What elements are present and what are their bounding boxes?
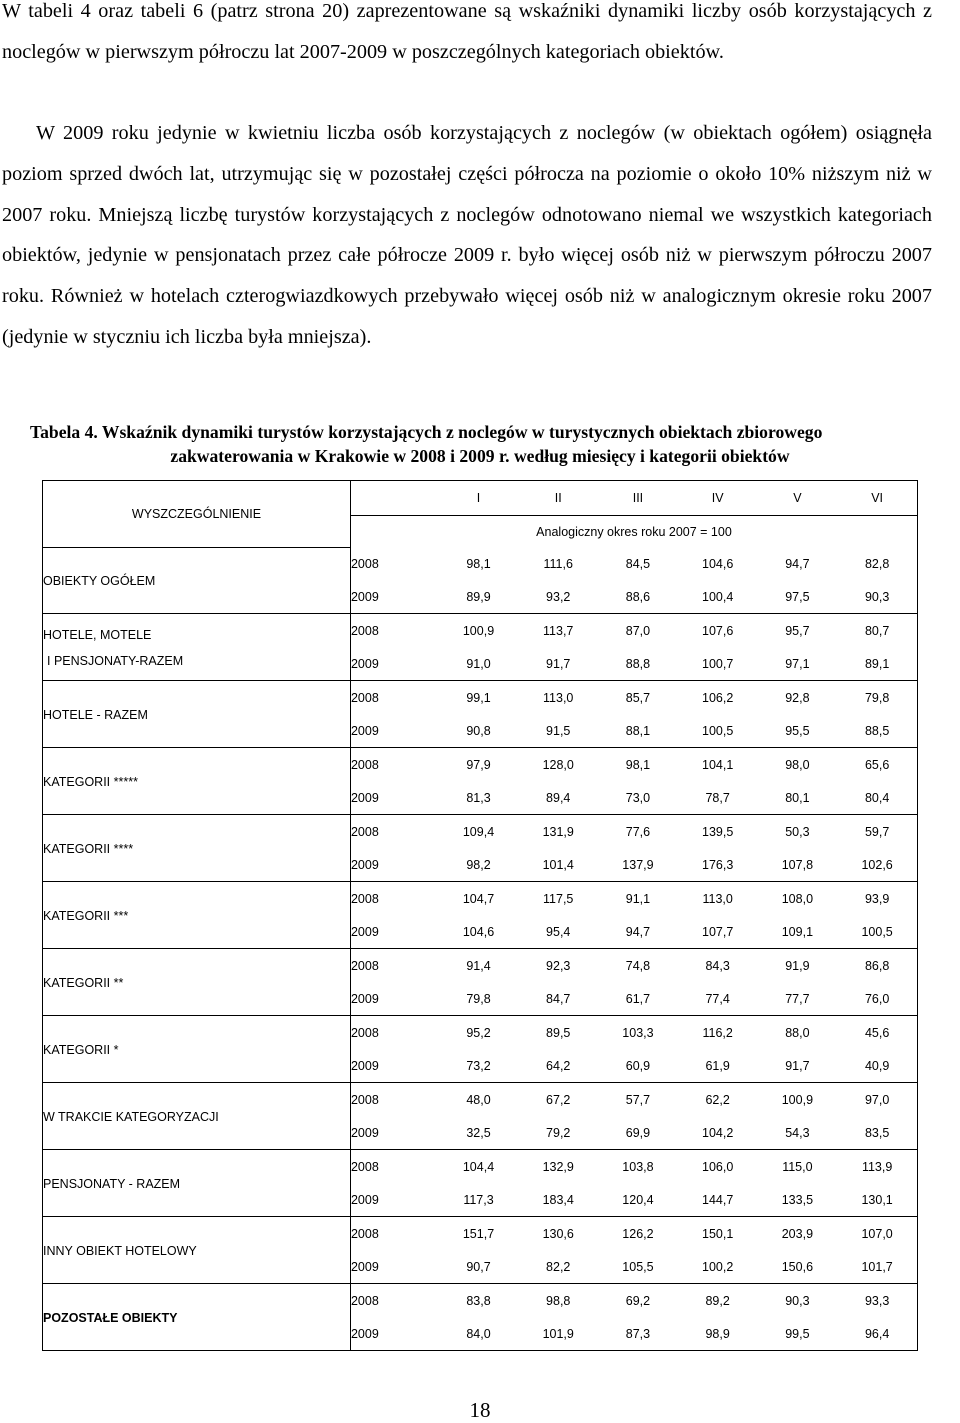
value-cell: 113,7 [543, 624, 574, 638]
month-header: IV [678, 481, 758, 516]
value-cell: 106,2 [702, 691, 734, 705]
value-cell: 77,6 [625, 825, 651, 839]
value-cell: 115,0 [782, 1160, 813, 1174]
paragraph-analysis: W 2009 roku jedynie w kwietniu liczba osób korzystających z noclegów (w obiektach ogółem) osiągnęła poziom sprzed dwóch lat, utrzymując się w pozostałej części półrocza na poziomie o około 10% niższym niż w 2007 roku. Mniejszą liczbę turystów korzystających z noclegów odnotowano niemal we wszystkich kategoriach obiektów, jedynie w pensjonatach przez całe półrocze 2009 r. było więcej osób niż w pierwszym półroczu 2007 roku. Również w hotelach czterogwiazdkowych przebywało więcej osób niż w analogicznym okresie roku 2007 (jedynie w styczniu ich liczba była mniejsza). [2, 122, 932, 348]
value-cell: 86,8 [837, 949, 917, 983]
value-cell: 109,4 [462, 825, 495, 839]
value-cell: 40,9 [837, 1049, 917, 1083]
category-label-line: KATEGORII ***** [43, 774, 138, 789]
value-cell: 82,2 [518, 1250, 598, 1284]
value-cell: 80,4 [837, 781, 917, 815]
value-cell: 100,4 [678, 580, 758, 614]
value-cell: 89,9 [439, 580, 519, 614]
value-cell: 91,5 [518, 714, 598, 748]
value-cell: 96,4 [837, 1317, 917, 1351]
category-label [43, 882, 351, 949]
year-cell: 2008 [350, 1227, 379, 1241]
year-cell: 2008 [350, 557, 379, 571]
value-cell: 83,8 [466, 1294, 491, 1308]
category-label [43, 1083, 351, 1150]
year-cell: 2009 [350, 647, 438, 681]
table-row [43, 1016, 918, 1050]
value-cell: 104,1 [702, 758, 734, 772]
year-cell: 2008 [350, 624, 379, 638]
table-row [43, 748, 918, 782]
category-label-line: HOTELE - RAZEM [43, 707, 148, 722]
value-cell: 107,8 [758, 848, 838, 882]
year-cell: 2009 [350, 1116, 438, 1150]
value-cell: 32,5 [439, 1116, 519, 1150]
value-cell: 98,1 [466, 557, 491, 571]
value-cell: 84,5 [625, 557, 651, 571]
value-cell: 111,6 [543, 557, 573, 571]
value-cell: 101,4 [518, 848, 598, 882]
value-cell: 79,2 [518, 1116, 598, 1150]
value-cell: 128,0 [542, 758, 574, 772]
value-cell: 91,1 [625, 892, 651, 906]
value-cell: 117,5 [543, 892, 574, 906]
value-cell: 69,2 [625, 1294, 651, 1308]
value-cell: 98,0 [785, 758, 810, 772]
value-cell: 95,7 [785, 624, 810, 638]
value-cell: 104,6 [702, 557, 734, 571]
category-label-line: KATEGORII * [43, 1042, 119, 1057]
value-cell: 132,9 [542, 1160, 574, 1174]
value-cell: 97,1 [758, 647, 838, 681]
value-cell: 100,5 [678, 714, 758, 748]
value-cell: 93,3 [837, 1284, 917, 1318]
category-label [43, 1016, 351, 1083]
value-cell: 176,3 [678, 848, 758, 882]
table-row [43, 1217, 918, 1251]
value-cell: 97,5 [758, 580, 838, 614]
value-cell: 130,6 [542, 1227, 574, 1241]
value-cell: 100,7 [678, 647, 758, 681]
value-cell: 120,4 [598, 1183, 678, 1217]
month-header: VI [837, 481, 917, 516]
value-cell: 130,1 [837, 1183, 917, 1217]
value-cell: 99,1 [466, 691, 491, 705]
year-cell: 2009 [350, 982, 438, 1016]
year-cell: 2009 [350, 915, 438, 949]
value-cell: 95,5 [758, 714, 838, 748]
value-cell: 98,1 [625, 758, 651, 772]
value-cell: 76,0 [837, 982, 917, 1016]
category-label-line: OBIEKTY OGÓŁEM [43, 573, 156, 588]
value-cell: 87,0 [625, 624, 651, 638]
value-cell: 81,3 [439, 781, 519, 815]
year-cell: 2009 [350, 1049, 438, 1083]
value-cell: 100,2 [678, 1250, 758, 1284]
value-cell: 95,2 [466, 1026, 491, 1040]
value-cell: 100,9 [462, 624, 495, 638]
month-header: I [439, 481, 519, 516]
value-cell: 89,5 [546, 1026, 571, 1040]
page-number: 18 [469, 1398, 491, 1422]
value-cell: 88,8 [598, 647, 678, 681]
year-cell: 2008 [350, 1093, 379, 1107]
year-cell: 2008 [350, 1160, 379, 1174]
category-label [43, 614, 351, 681]
value-cell: 150,6 [758, 1250, 838, 1284]
value-cell: 104,2 [678, 1116, 758, 1150]
year-cell: 2009 [350, 714, 438, 748]
value-cell: 79,8 [837, 681, 917, 715]
value-cell: 90,3 [785, 1294, 810, 1308]
year-cell: 2009 [350, 580, 438, 614]
category-label [43, 681, 351, 748]
value-cell: 108,0 [781, 892, 814, 906]
value-cell: 113,0 [702, 892, 733, 906]
category-label [43, 547, 351, 614]
category-label-line: PENSJONATY - RAZEM [43, 1176, 181, 1191]
month-header: III [598, 481, 678, 516]
table-row [43, 1284, 918, 1318]
year-cell: 2009 [350, 781, 438, 815]
year-cell: 2008 [350, 691, 379, 705]
table-row [43, 614, 918, 648]
value-cell: 97,9 [466, 758, 491, 772]
value-cell: 91,4 [466, 959, 491, 973]
value-cell: 48,0 [466, 1093, 491, 1107]
year-cell: 2009 [350, 1183, 438, 1217]
value-cell: 183,4 [518, 1183, 598, 1217]
table-row [43, 681, 918, 715]
value-cell: 77,4 [678, 982, 758, 1016]
value-cell: 91,0 [439, 647, 519, 681]
category-label [43, 949, 351, 1016]
value-cell: 54,3 [758, 1116, 838, 1150]
value-cell: 79,8 [439, 982, 519, 1016]
value-cell: 61,7 [598, 982, 678, 1016]
table-row [43, 1083, 918, 1117]
value-cell: 105,5 [598, 1250, 678, 1284]
year-cell: 2009 [350, 848, 438, 882]
year-cell: 2008 [350, 1026, 379, 1040]
value-cell: 82,8 [837, 547, 917, 580]
year-cell: 2008 [350, 959, 379, 973]
year-cell: 2008 [350, 1294, 379, 1308]
value-cell: 107,7 [678, 915, 758, 949]
analog-header: Analogiczny okres roku 2007 = 100 [350, 516, 917, 548]
category-label-line: POZOSTAŁE OBIEKTY [43, 1310, 178, 1325]
value-cell: 98,8 [546, 1294, 571, 1308]
value-cell: 84,3 [705, 959, 730, 973]
value-cell: 137,9 [598, 848, 678, 882]
value-cell: 93,9 [837, 882, 917, 916]
category-label [43, 1284, 351, 1351]
value-cell: 89,4 [518, 781, 598, 815]
value-cell: 61,9 [678, 1049, 758, 1083]
value-cell: 60,9 [598, 1049, 678, 1083]
value-cell: 100,5 [837, 915, 917, 949]
value-cell: 101,7 [837, 1250, 917, 1284]
value-cell: 91,7 [518, 647, 598, 681]
value-cell: 103,3 [622, 1026, 654, 1040]
value-cell: 113,9 [837, 1150, 917, 1184]
value-cell: 83,5 [837, 1116, 917, 1150]
value-cell: 73,0 [598, 781, 678, 815]
value-cell: 77,7 [758, 982, 838, 1016]
value-cell: 101,9 [518, 1317, 598, 1351]
value-cell: 62,2 [705, 1093, 730, 1107]
value-cell: 78,7 [678, 781, 758, 815]
value-cell: 87,3 [598, 1317, 678, 1351]
month-header: V [758, 481, 838, 516]
value-cell: 100,9 [781, 1093, 814, 1107]
value-cell: 113,0 [543, 691, 574, 705]
value-cell: 89,1 [837, 647, 917, 681]
header-spacer [350, 481, 438, 516]
table-caption-line-2: zakwaterowania w Krakowie w 2008 i 2009 r. według miesięcy i kategorii obiektów [170, 446, 790, 466]
value-cell: 103,8 [622, 1160, 654, 1174]
value-cell: 104,6 [439, 915, 519, 949]
table-row [43, 547, 918, 580]
value-cell: 98,2 [439, 848, 519, 882]
month-header: II [518, 481, 598, 516]
category-label-line: KATEGORII ** [43, 975, 124, 990]
value-cell: 150,1 [702, 1227, 734, 1241]
year-cell: 2009 [350, 1317, 438, 1351]
value-cell: 126,2 [622, 1227, 654, 1241]
value-cell: 88,6 [598, 580, 678, 614]
value-cell: 85,7 [625, 691, 651, 705]
value-cell: 50,3 [785, 825, 810, 839]
value-cell: 80,1 [758, 781, 838, 815]
value-cell: 99,5 [758, 1317, 838, 1351]
category-label [43, 1150, 351, 1217]
value-cell: 131,9 [542, 825, 574, 839]
value-cell: 94,7 [785, 557, 810, 571]
value-cell: 104,7 [462, 892, 495, 906]
value-cell: 84,7 [518, 982, 598, 1016]
year-cell: 2008 [350, 758, 379, 772]
value-cell: 104,4 [462, 1160, 495, 1174]
table-row [43, 949, 918, 983]
value-cell: 95,4 [518, 915, 598, 949]
value-cell: 203,9 [781, 1227, 814, 1241]
value-cell: 88,0 [785, 1026, 810, 1040]
year-cell: 2008 [350, 825, 379, 839]
table-header-row [43, 481, 918, 516]
value-cell: 107,0 [837, 1217, 917, 1251]
table-row [43, 815, 918, 849]
value-cell: 88,5 [837, 714, 917, 748]
table-caption [30, 420, 930, 468]
value-cell: 90,8 [439, 714, 519, 748]
category-label-line: HOTELE, MOTELE [43, 627, 152, 642]
value-cell: 139,5 [702, 825, 734, 839]
table-caption-line-1: Tabela 4. Wskaźnik dynamiki turystów korzystających z noclegów w turystycznych obiektach zbiorowego [30, 422, 823, 442]
value-cell: 106,0 [702, 1160, 734, 1174]
value-cell: 73,2 [439, 1049, 519, 1083]
spec-header: WYSZCZEGÓLNIENIE [43, 481, 351, 548]
value-cell: 74,8 [625, 959, 651, 973]
value-cell: 97,0 [837, 1083, 917, 1117]
value-cell: 109,1 [758, 915, 838, 949]
year-cell: 2009 [350, 1250, 438, 1284]
category-label [43, 815, 351, 882]
table-row [43, 882, 918, 916]
value-cell: 107,6 [702, 624, 734, 638]
value-cell: 90,7 [439, 1250, 519, 1284]
value-cell: 65,6 [837, 748, 917, 782]
value-cell: 144,7 [678, 1183, 758, 1217]
value-cell: 102,6 [837, 848, 917, 882]
value-cell: 90,3 [837, 580, 917, 614]
value-cell: 133,5 [758, 1183, 838, 1217]
value-cell: 151,7 [462, 1227, 495, 1241]
value-cell: 69,9 [598, 1116, 678, 1150]
value-cell: 89,2 [705, 1294, 730, 1308]
value-cell: 92,3 [546, 959, 571, 973]
value-cell: 45,6 [837, 1016, 917, 1050]
value-cell: 80,7 [837, 614, 917, 648]
table-row [43, 1150, 918, 1184]
category-label-line: INNY OBIEKT HOTELOWY [43, 1243, 197, 1258]
value-cell: 116,2 [702, 1026, 733, 1040]
value-cell: 67,2 [546, 1093, 571, 1107]
value-cell: 88,1 [598, 714, 678, 748]
category-label [43, 1217, 351, 1284]
dynamics-table [42, 480, 918, 1351]
category-label-line: KATEGORII **** [43, 841, 134, 856]
value-cell: 94,7 [598, 915, 678, 949]
paragraph-intro: W tabeli 4 oraz tabeli 6 (patrz strona 20) zaprezentowane są wskaźniki dynamiki liczby osób korzystających z noclegów w pierwszym półroczu lat 2007-2009 w poszczególnych kategoriach obiektów. [2, 0, 932, 63]
value-cell: 117,3 [439, 1183, 519, 1217]
value-cell: 84,0 [439, 1317, 519, 1351]
value-cell: 92,8 [785, 691, 810, 705]
value-cell: 64,2 [518, 1049, 598, 1083]
category-label-line: W TRAKCIE KATEGORYZACJI [43, 1109, 219, 1124]
value-cell: 93,2 [518, 580, 598, 614]
category-label-line: KATEGORII *** [43, 908, 129, 923]
year-cell: 2008 [350, 892, 379, 906]
value-cell: 91,7 [758, 1049, 838, 1083]
category-label-line: I PENSJONATY-RAZEM [47, 653, 184, 668]
value-cell: 59,7 [837, 815, 917, 849]
value-cell: 98,9 [678, 1317, 758, 1351]
value-cell: 57,7 [625, 1093, 651, 1107]
value-cell: 91,9 [785, 959, 810, 973]
category-label [43, 748, 351, 815]
